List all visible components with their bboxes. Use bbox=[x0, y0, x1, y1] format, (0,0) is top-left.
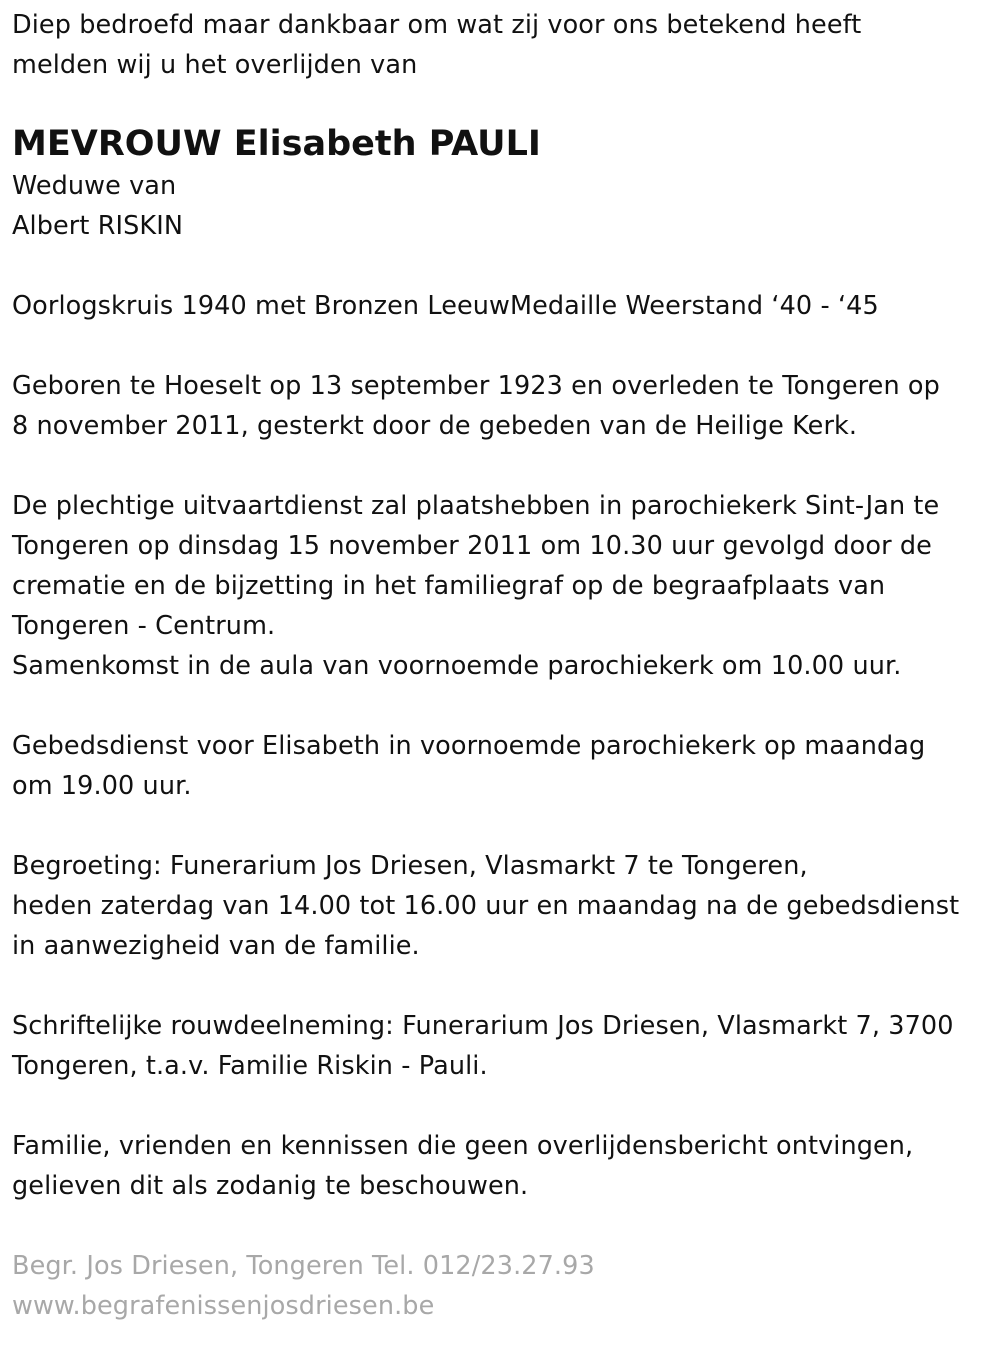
spacer bbox=[12, 1206, 992, 1246]
visitation-line: in aanwezigheid van de familie. bbox=[12, 931, 420, 961]
visitation-line: heden zaterdag van 14.00 tot 16.00 uur en maandag na de gebedsdienst bbox=[12, 891, 960, 921]
spacer bbox=[12, 686, 992, 726]
condolences-paragraph bbox=[12, 1006, 992, 1086]
footer bbox=[12, 1246, 992, 1326]
honors-line: Oorlogskruis 1940 met Bronzen LeeuwMedaille Weerstand ‘40 - ‘45 bbox=[12, 291, 879, 321]
spacer bbox=[12, 966, 992, 1006]
spacer bbox=[12, 326, 992, 366]
notice-paragraph bbox=[12, 1126, 992, 1206]
birth-death-line: 8 november 2011, gesterkt door de gebeden van de Heilige Kerk. bbox=[12, 411, 858, 441]
prayer-service-paragraph bbox=[12, 726, 992, 806]
notice-line: gelieven dit als zodanig te beschouwen. bbox=[12, 1171, 529, 1201]
spacer bbox=[12, 446, 992, 486]
funeral-paragraph bbox=[12, 486, 992, 686]
spacer bbox=[12, 806, 992, 846]
footer-website: www.begrafenissenjosdriesen.be bbox=[12, 1291, 435, 1321]
intro-line: melden wij u het overlijden van bbox=[12, 50, 418, 80]
condolences-line: Tongeren, t.a.v. Familie Riskin - Pauli. bbox=[12, 1051, 488, 1081]
funeral-line: Tongeren - Centrum. bbox=[12, 611, 276, 641]
birth-death-paragraph bbox=[12, 366, 992, 446]
funeral-line: Samenkomst in de aula van voornoemde parochiekerk om 10.00 uur. bbox=[12, 651, 902, 681]
spacer bbox=[12, 1086, 992, 1126]
funeral-line: crematie en de bijzetting in het familiegraf op de begraafplaats van bbox=[12, 571, 886, 601]
funeral-line: De plechtige uitvaartdienst zal plaatshebben in parochiekerk Sint-Jan te bbox=[12, 491, 940, 521]
spacer bbox=[12, 246, 992, 286]
intro-line: Diep bedroefd maar dankbaar om wat zij voor ons betekend heeft bbox=[12, 10, 862, 40]
prayer-service-line: om 19.00 uur. bbox=[12, 771, 192, 801]
prayer-service-line: Gebedsdienst voor Elisabeth in voornoemde parochiekerk op maandag bbox=[12, 731, 926, 761]
visitation-paragraph bbox=[12, 846, 992, 966]
visitation-line: Begroeting: Funerarium Jos Driesen, Vlasmarkt 7 te Tongeren, bbox=[12, 851, 808, 881]
deceased-name: MEVROUW Elisabeth PAULI bbox=[12, 124, 541, 164]
obituary-notice bbox=[12, 5, 992, 1326]
spouse-label: Weduwe van bbox=[12, 171, 177, 201]
intro-paragraph bbox=[12, 5, 992, 85]
spouse-name: Albert RISKIN bbox=[12, 211, 184, 241]
footer-contact: Begr. Jos Driesen, Tongeren Tel. 012/23.27.93 bbox=[12, 1251, 595, 1281]
notice-line: Familie, vrienden en kennissen die geen overlijdensbericht ontvingen, bbox=[12, 1131, 914, 1161]
birth-death-line: Geboren te Hoeselt op 13 september 1923 en overleden te Tongeren op bbox=[12, 371, 940, 401]
funeral-line: Tongeren op dinsdag 15 november 2011 om 10.30 uur gevolgd door de bbox=[12, 531, 932, 561]
spouse-block bbox=[12, 166, 992, 246]
condolences-line: Schriftelijke rouwdeelneming: Funerarium Jos Driesen, Vlasmarkt 7, 3700 bbox=[12, 1011, 954, 1041]
